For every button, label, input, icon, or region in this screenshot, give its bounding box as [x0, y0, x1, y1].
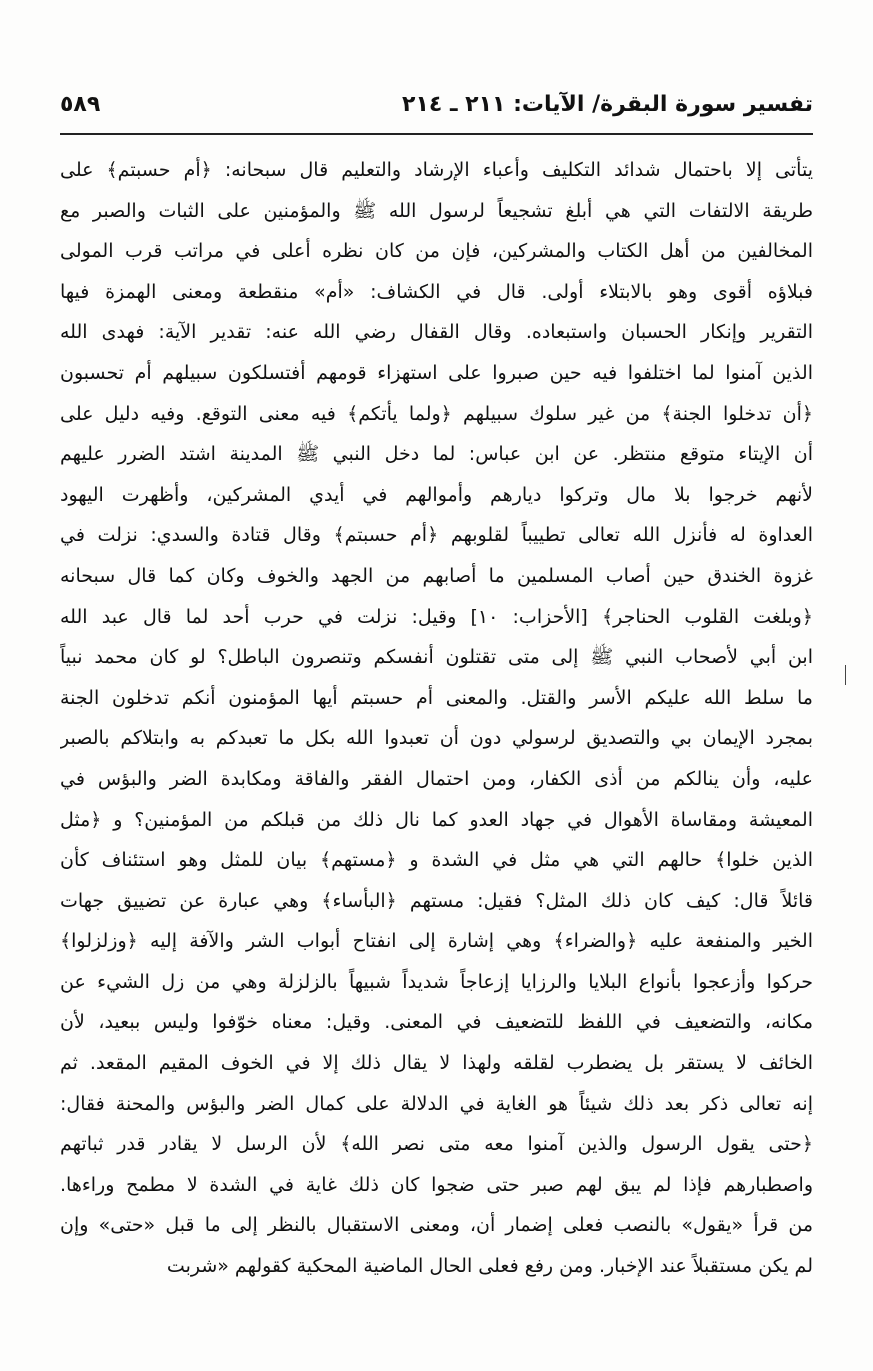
- text-line: قائلاً قال: كيف كان ذلك المثل؟ فقيل: مستهم ﴿البأساء﴾ وهي عبارة عن تضييق جهات: [60, 889, 813, 912]
- text-line: إنه تعالى ذكر بعد ذلك شيئاً هو الغاية في الدلالة على كمال الضر والبؤس والمحنة فقال:: [60, 1092, 813, 1115]
- text-line: المعيشة ومقاساة الأهوال في جهاد العدو كما نال ذلك من قبلكم من المؤمنين؟ و ﴿مثل: [60, 808, 813, 831]
- text-line: أن الإيتاء متوقع منتظر. عن ابن عباس: لما دخل النبي ﷺ المدينة اشتد الضرر عليهم: [60, 443, 813, 466]
- margin-mark: [845, 665, 846, 685]
- text-line: واصطبارهم فإذا لم يبق لهم صبر حتى ضجوا كان ذلك غاية في الشدة لا مطمح وراءها.: [60, 1173, 813, 1196]
- text-line: العداوة له فأنزل الله تعالى تطييباً لقلوبهم ﴿أم حسبتم﴾ وقال قتادة والسدي: نزلت في: [60, 524, 813, 547]
- text-line: ما سلط الله عليكم الأسر والقتل. والمعنى أم حسبتم أيها المؤمنون أنكم تدخلون الجنة: [60, 686, 813, 709]
- text-line: الخير والمنفعة عليه ﴿والضراء﴾ وهي إشارة إلى انفتاح أبواب الشر والآفة إليه ﴿وزلزلوا﴾: [60, 930, 813, 953]
- text-line: لم يكن مستقبلاً عند الإخبار. ومن رفع فعلى الحال الماضية المحكية كقولهم «شربت: [166, 1255, 813, 1278]
- text-line: المخالفين من أهل الكتاب والمشركين، فإن من كان نظره أعلى في مراتب قرب المولى: [60, 240, 813, 263]
- text-line: غزوة الخندق حين أصاب المسلمين ما أصابهم من الجهد والخوف وكان كما قال سبحانه: [60, 564, 813, 587]
- text-line: لأنهم خرجوا بلا مال وتركوا ديارهم وأموالهم في أيدي المشركين، وأظهرت اليهود: [60, 483, 813, 506]
- body-text: [60, 150, 813, 1287]
- text-line: من قرأ «يقول» بالنصب فعلى إضمار أن، ومعنى الاستقبال بالنظر إلى ما قبل «حتى» وإن: [60, 1214, 813, 1237]
- text-line: مكانه، والتضعيف في اللفظ للتضعيف في المعنى. وقيل: معناه خوّفوا وليس ببعيد، لأن: [60, 1011, 813, 1034]
- text-line: بمجرد الإيمان بي والتصديق لرسولي دون أن تعبدوا الله بكل ما تعبدكم به وابتلاكم بالصبر: [60, 727, 813, 750]
- text-line: ﴿وبلغت القلوب الحناجر﴾ [الأحزاب: ١٠] وقيل: نزلت في حرب أحد لما قال عبد الله: [60, 605, 813, 628]
- header-title: تفسير سورة البقرة/ الآيات: ٢١١ ـ ٢١٤: [402, 92, 813, 117]
- text-line: فبلاؤه أقوى وهو بالابتلاء أولى. قال في الكشاف: «أم» منقطعة ومعنى الهمزة فيها: [60, 280, 813, 303]
- text-line: ﴿حتى يقول الرسول والذين آمنوا معه متى نصر الله﴾ لأن الرسل لا يقادر قدر ثباتهم: [60, 1133, 813, 1156]
- text-line: عليه، وأن ينالكم من أذى الكفار، ومن احتمال الفقر والفاقة ومكابدة الضر والبؤس في: [60, 767, 813, 790]
- text-line: ابن أبي لأصحاب النبي ﷺ إلى متى تقتلون أنفسكم وتنصرون الباطل؟ لو كان محمد نبياً: [60, 646, 813, 669]
- text-line: الذين خلوا﴾ حالهم التي هي مثل في الشدة و ﴿مستهم﴾ بيان للمثل وهو استئناف كأن: [60, 849, 813, 872]
- text-line: ﴿أن تدخلوا الجنة﴾ من غير سلوك سبيلهم ﴿ولما يأتكم﴾ فيه معنى التوقع. وفيه دليل على: [60, 402, 813, 425]
- page-number: ٥٨٩: [60, 92, 101, 117]
- text-line: طريقة الالتفات التي هي أبلغ تشجيعاً لرسول الله ﷺ والمؤمنين على الثبات والصبر مع: [60, 199, 813, 222]
- text-line: يتأتى إلا باحتمال شدائد التكليف وأعباء الإرشاد والتعليم قال سبحانه: ﴿أم حسبتم﴾ على: [60, 159, 813, 181]
- text-line: التقرير وإنكار الحسبان واستبعاده. وقال القفال رضي الله عنه: تقدير الآية: فهدى الله: [60, 321, 813, 344]
- running-header: [60, 92, 813, 132]
- header-divider: [60, 133, 813, 135]
- text-line: الخائف لا يستقر بل يضطرب لقلقه ولهذا لا يقال ذلك إلا في الخوف المقيم المقعد. ثم: [60, 1052, 813, 1075]
- text-line: حركوا وأزعجوا بأنواع البلايا والرزايا إزعاجاً شديداً شبيهاً بالزلزلة وهي من زل الشيء عن: [60, 970, 813, 993]
- text-line: الذين آمنوا لما اختلفوا فيه حين صبروا على استهزاء قومهم أفتسلكون سبيلهم أم تحسبون: [60, 361, 813, 384]
